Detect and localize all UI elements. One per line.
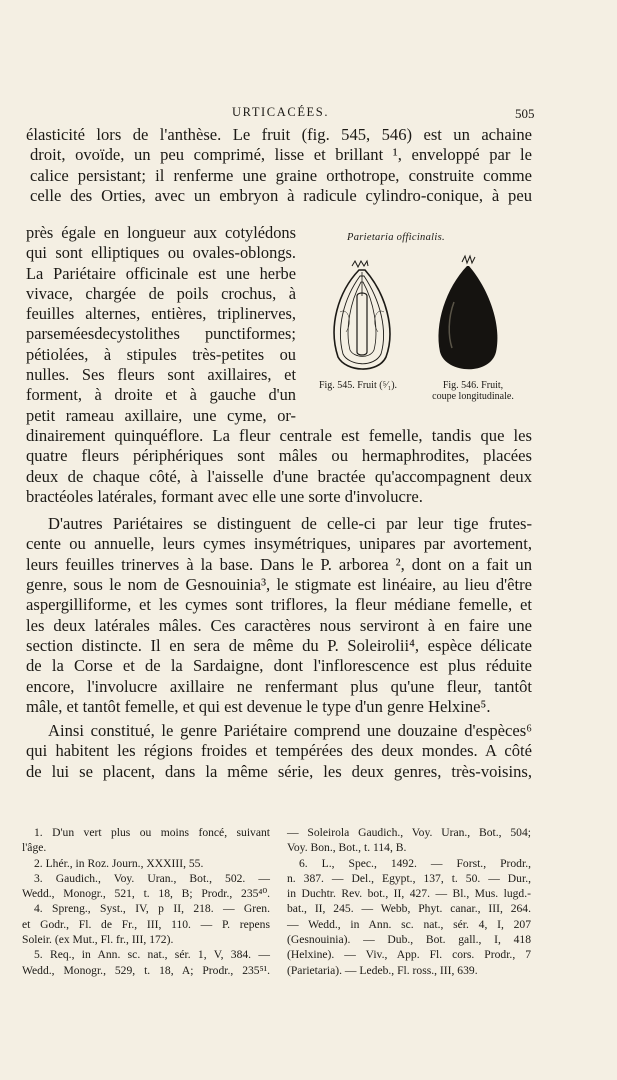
footnote-line: Soleir. (ex Mut., Fl. fr., III, 172). <box>22 933 174 947</box>
figure-parietaria <box>300 232 532 412</box>
body-line: près égale en longueur aux cotylédons <box>26 223 296 242</box>
body-top <box>26 125 532 206</box>
footnote-line: — Soleirola Gaudich., Voy. Uran., Bot., 504; <box>287 826 531 839</box>
footnote-line: Voy. Bon., Bot., t. 114, B. <box>287 841 407 855</box>
body-line: calice persistant; il renferme une graine orthotrope, construite comme <box>30 165 532 185</box>
footnotes-left-column <box>22 825 270 978</box>
body-line: La Pariétaire officinale est une herbe <box>26 263 296 283</box>
body-line: nulles. Ses fleurs sont axillaires, et <box>26 365 296 385</box>
body-line: dinairement quinquéflore. La fleur centrale est femelle, tandis que les <box>26 426 532 445</box>
footnote-line: Wedd., Monogr., 521, t. 18, B; Prodr., 235⁴⁰. <box>22 887 270 901</box>
body-line: section distincte. Il en sera de même du P. Soleirolii⁴, espèce délicate <box>26 635 532 655</box>
running-head <box>0 105 617 121</box>
footnote-line: l'âge. <box>22 841 47 855</box>
footnote-line: 6. L., Spec., 1492. — Forst., Prodr., <box>299 856 531 870</box>
figure-title: Parietaria officinalis. <box>347 232 445 243</box>
footnote-line: bat., II, 245. — Webb, Phyt. canar., III, 264. <box>287 902 531 916</box>
body-line: parseméesdecystolithes punctiformes; <box>26 324 296 344</box>
body-line: de la Corse et de la Sardaigne, dont l'inflorescence est plus réduite <box>26 656 532 676</box>
footnote-line: 2. Lhér., in Roz. Journ., XXXIII, 55. <box>34 856 204 870</box>
figure-546-caption-line: Fig. 546. Fruit, <box>442 380 504 391</box>
body-line: deux de chaque côté, à l'aisselle d'une bractée qu'accompagnent deux <box>26 466 532 486</box>
figure-545-caption: Fig. 545. Fruit (⁵⁄₁). <box>318 380 398 391</box>
body-line: de lui se placent, dans la même série, les deux genres, très-voisins, <box>26 761 532 781</box>
body-line: Ainsi constitué, le genre Pariétaire comprend une douzaine d'espèces⁶ <box>48 721 532 741</box>
footnotes-right-column <box>287 825 531 978</box>
body-line: encore, l'involucre axillaire ne renfermant plus qu'une fleur, tantôt <box>26 676 532 696</box>
body-wrap-column <box>26 223 296 426</box>
footnote-line: n. 387. — Del., Egypt., 137, t. 50. — Dur., <box>287 871 531 885</box>
body-line: celle des Orties, avec un embryon à radicule cylindro-conique, à peu <box>30 185 532 205</box>
body-line: qui habitent les régions froides et tempérées des deux mondes. A côté <box>26 741 532 761</box>
body-after-figure <box>26 426 532 782</box>
footnote-line: Wedd., Monogr., 529, t. 18, A; Prodr., 235⁵¹. <box>22 963 270 977</box>
body-line: leurs feuilles trinerves à la base. Dans le P. arborea ², dont on a fait un <box>26 554 532 574</box>
body-line: genre, sous le nom de Gesnouinia³, le stigmate est linéaire, au lieu d'être <box>26 575 532 595</box>
body-line: vivace, chargée de poils crochus, à <box>26 283 296 303</box>
footnote-line: 3. Gaudich., Voy. Uran., Bot., 502. — <box>34 871 270 885</box>
body-line: pétiolées, à stipules très-petites ou <box>26 344 296 364</box>
body-line: les deux latérales mâles. Ces caractères nous serviront à en faire une <box>26 615 532 635</box>
body-line: qui sont elliptiques ou ovales-oblongs. <box>26 243 296 263</box>
footnote-line: in Duchtr. Rev. bot., II, 427. — Bl., Mus. lugd.- <box>287 887 531 901</box>
body-line: forment, à droite et à gauche d'un <box>26 385 296 405</box>
footnote-line: (Gesnouinia). — Dub., Bot. gall., I, 418 <box>287 933 531 947</box>
running-title: URTICACÉES. <box>232 105 330 119</box>
body-line: droit, ovoïde, un peu comprimé, lisse et brillant ¹, enveloppé par le <box>30 145 532 165</box>
body-line: quatre fleurs périphériques sont mâles ou hermaphrodites, placées <box>26 446 532 466</box>
body-line: élasticité lors de l'anthèse. Le fruit (fig. 545, 546) est un achaine <box>26 125 532 144</box>
body-line: cente ou annuelle, leurs cymes insymétriques, unipares par avortement, <box>26 534 532 554</box>
footnote-line: 1. D'un vert plus ou moins foncé, suivant <box>34 826 270 839</box>
figure-546-caption <box>418 380 528 402</box>
body-line: bractéoles latérales, formant avec elle une sorte d'involucre. <box>26 486 423 506</box>
footnote-line: (Parietaria). — Ledeb., Fl. ross., III, 639. <box>287 963 478 977</box>
footnote-line: 4. Spreng., Syst., IV, p II, 218. — Gren. <box>34 902 270 916</box>
page-number: 505 <box>515 106 535 121</box>
figure-546-caption-line: coupe longitudinale. <box>432 391 514 402</box>
footnote-line: et Godr., Fl. de Fr., III, 110. — P. repens <box>22 917 270 931</box>
body-line: feuilles alternes, entières, triplinerves, <box>26 304 296 324</box>
footnote-line: 5. Req., in Ann. sc. nat., sér. 1, V, 384. — <box>34 948 270 962</box>
fruit-section-illustration <box>318 252 418 382</box>
body-line: D'autres Pariétaires se distinguent de celle-ci par leur tige frutes- <box>48 514 532 534</box>
body-line: aspergilliforme, et les cymes sont triflores, la fleur médiane femelle, et <box>26 595 532 615</box>
body-line: petit rameau axillaire, une cyme, or- <box>26 405 296 425</box>
footnote-line: — Wedd., in Ann. sc. nat., sér. 4, I, 207 <box>287 917 531 931</box>
whole-fruit-illustration <box>418 252 518 382</box>
footnote-line: (Helxine). — Viv., App. Fl. cors. Prodr., 7 <box>287 948 531 962</box>
body-line: mâle, et tantôt femelle, et qui est devenue le type d'un genre Helxine⁵. <box>26 696 491 716</box>
